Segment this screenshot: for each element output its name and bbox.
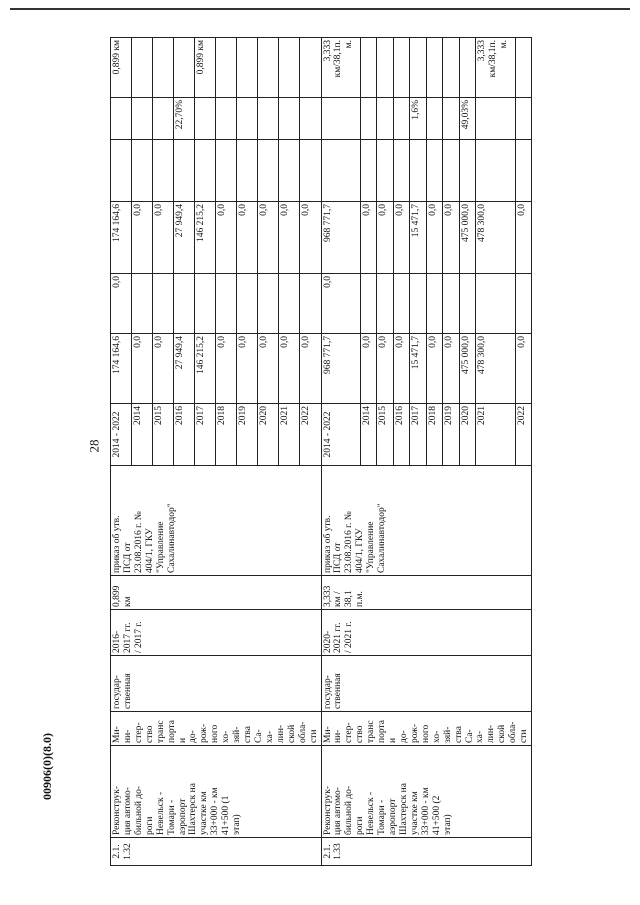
row-number: 2.1. 1.32 — [111, 838, 322, 866]
year-capacity — [279, 38, 300, 98]
year-value: 0,0 — [426, 334, 442, 404]
year-capacity — [426, 38, 442, 98]
empty-cell — [410, 140, 426, 202]
empty-cell — [258, 140, 279, 202]
year-financing: 475 000,0 — [459, 202, 475, 274]
year-percent: 1,6% — [410, 98, 426, 140]
period-total: 2014 - 2022 — [321, 404, 360, 466]
empty-cell — [476, 140, 515, 202]
table-row — [321, 38, 360, 866]
year-capacity — [153, 38, 174, 98]
year-value: 0,0 — [377, 334, 393, 404]
row-number: 2.1. 1.33 — [321, 838, 532, 866]
year-financing: 478 300,0 — [476, 202, 515, 274]
year-cell: 2016 — [174, 404, 195, 466]
year-value: 0,0 — [515, 334, 532, 404]
year-cell: 2016 — [393, 404, 409, 466]
year-cell: 2021 — [476, 404, 515, 466]
year-capacity — [377, 38, 393, 98]
year-value: 0,0 — [237, 334, 258, 404]
year-financing: 0,0 — [237, 202, 258, 274]
empty-cell — [459, 274, 475, 334]
empty-cell — [153, 274, 174, 334]
year-value: 27 949,4 — [174, 334, 195, 404]
year-capacity — [174, 38, 195, 98]
empty-cell — [153, 140, 174, 202]
year-percent — [476, 98, 515, 140]
year-financing: 0,0 — [360, 202, 376, 274]
year-financing: 0,0 — [216, 202, 237, 274]
year-financing: 27 949,4 — [174, 202, 195, 274]
empty-cell — [111, 98, 132, 140]
year-percent — [195, 98, 216, 140]
empty-cell — [174, 140, 195, 202]
year-value: 0,0 — [258, 334, 279, 404]
empty-cell — [237, 274, 258, 334]
year-cell: 2019 — [237, 404, 258, 466]
empty-cell — [377, 140, 393, 202]
empty-cell — [515, 274, 532, 334]
year-cell: 2015 — [153, 404, 174, 466]
empty-cell — [515, 140, 532, 202]
year-percent — [237, 98, 258, 140]
capacity: 0,899 км — [111, 576, 322, 610]
year-value: 0,0 — [216, 334, 237, 404]
empty-cell — [321, 140, 360, 202]
empty-cell — [393, 140, 409, 202]
table-body — [111, 38, 532, 866]
year-value: 146 215,2 — [195, 334, 216, 404]
empty-cell — [279, 140, 300, 202]
total-cost: 968 771,7 — [321, 334, 360, 404]
year-value: 15 471,7 — [410, 334, 426, 404]
project-doc: приказ об утв. ПСД от 23.08.2016 г. № 404/1, ГКУ "Управление Сахалинавтодор" — [321, 466, 532, 576]
year-financing: 15 471,7 — [410, 202, 426, 274]
year-capacity: 0,899 км — [195, 38, 216, 98]
period-total: 2014 - 2022 — [111, 404, 132, 466]
table-row — [111, 38, 132, 866]
year-percent — [426, 98, 442, 140]
year-percent: 49,03% — [459, 98, 475, 140]
year-financing: 0,0 — [132, 202, 153, 274]
capacity-right: 0,899 км — [111, 38, 132, 98]
empty-cell — [321, 98, 360, 140]
empty-cell — [300, 274, 321, 334]
empty-cell — [410, 274, 426, 334]
year-capacity — [459, 38, 475, 98]
year-financing: 0,0 — [279, 202, 300, 274]
year-value: 0,0 — [153, 334, 174, 404]
year-percent — [300, 98, 321, 140]
year-capacity — [300, 38, 321, 98]
year-percent — [258, 98, 279, 140]
year-financing: 0,0 — [515, 202, 532, 274]
year-cell: 2015 — [377, 404, 393, 466]
empty-cell — [195, 140, 216, 202]
year-cell: 2022 — [515, 404, 532, 466]
year-value: 0,0 — [132, 334, 153, 404]
year-financing: 0,0 — [258, 202, 279, 274]
rest-cost: 968 771,7 — [321, 202, 360, 274]
capacity-right: 3,333 км/38,1п. м. — [321, 38, 360, 98]
year-cell: 2017 — [195, 404, 216, 466]
year-cell: 2014 — [132, 404, 153, 466]
customer: Ми- ни- стер- ство транс порта и до- рож- ного хо- зяй- ства Са- ха- лин- ской обла- сти — [111, 712, 322, 746]
empty-cell — [360, 274, 376, 334]
year-cell: 2022 — [300, 404, 321, 466]
empty-cell — [216, 274, 237, 334]
page-number: 28 — [86, 439, 102, 453]
year-financing: 146 215,2 — [195, 202, 216, 274]
year-financing: 0,0 — [153, 202, 174, 274]
empty-cell — [279, 274, 300, 334]
year-financing: 0,0 — [377, 202, 393, 274]
year-value: 475 000,0 — [459, 334, 475, 404]
ownership: государ- ственная — [321, 656, 532, 712]
year-percent — [377, 98, 393, 140]
year-percent — [153, 98, 174, 140]
year-capacity: 3,333 км/38,1п. м. — [476, 38, 515, 98]
empty-cell — [476, 274, 515, 334]
year-financing: 0,0 — [443, 202, 459, 274]
year-cell: 2018 — [426, 404, 442, 466]
investment-table — [110, 37, 532, 866]
year-value: 478 300,0 — [476, 334, 515, 404]
year-percent — [279, 98, 300, 140]
empty-cell — [237, 140, 258, 202]
period: 2016- 2017 гг. / 2017 г. — [111, 610, 322, 656]
total-cost: 174 164,6 — [111, 334, 132, 404]
empty-cell — [258, 274, 279, 334]
year-capacity — [132, 38, 153, 98]
year-cell: 2019 — [443, 404, 459, 466]
empty-cell — [174, 274, 195, 334]
empty-cell — [443, 140, 459, 202]
empty-cell — [426, 140, 442, 202]
year-value: 0,0 — [279, 334, 300, 404]
year-cell: 2020 — [459, 404, 475, 466]
year-capacity — [360, 38, 376, 98]
year-cell: 2018 — [216, 404, 237, 466]
rotated-table-container — [110, 6, 580, 866]
empty-cell — [216, 140, 237, 202]
year-percent — [443, 98, 459, 140]
year-capacity — [216, 38, 237, 98]
year-financing: 0,0 — [426, 202, 442, 274]
year-cell: 2014 — [360, 404, 376, 466]
footer-code: 00906(0)(8.0) — [40, 733, 54, 800]
year-value: 0,0 — [443, 334, 459, 404]
year-percent — [393, 98, 409, 140]
empty-cell — [132, 274, 153, 334]
done-cost: 0,0 — [321, 274, 360, 334]
year-capacity — [237, 38, 258, 98]
year-financing: 0,0 — [300, 202, 321, 274]
year-capacity — [258, 38, 279, 98]
empty-cell — [300, 140, 321, 202]
rest-cost: 174 164,6 — [111, 202, 132, 274]
year-percent — [216, 98, 237, 140]
year-percent — [360, 98, 376, 140]
empty-cell — [459, 140, 475, 202]
year-percent: 22,70% — [174, 98, 195, 140]
year-cell: 2021 — [279, 404, 300, 466]
capacity: 3,333 км / 38,1 п.м. — [321, 576, 532, 610]
period: 2020- 2021 гг. / 2021 г. — [321, 610, 532, 656]
empty-cell — [360, 140, 376, 202]
year-cell: 2017 — [410, 404, 426, 466]
year-capacity — [410, 38, 426, 98]
empty-cell — [443, 274, 459, 334]
object-name: Реконструк- ция автомо- бильной до- роги Невельск - Томари - аэропорт Шахтерск на участке км 33+000 - км 41+500 (1 этап) — [111, 746, 322, 838]
year-percent — [132, 98, 153, 140]
year-cell: 2020 — [258, 404, 279, 466]
year-value: 0,0 — [393, 334, 409, 404]
year-percent — [515, 98, 532, 140]
done-cost: 0,0 — [111, 274, 132, 334]
ownership: государ- ственная — [111, 656, 322, 712]
year-capacity — [393, 38, 409, 98]
year-capacity — [443, 38, 459, 98]
empty-cell — [111, 140, 132, 202]
empty-cell — [195, 274, 216, 334]
year-value: 0,0 — [300, 334, 321, 404]
empty-cell — [377, 274, 393, 334]
empty-cell — [132, 140, 153, 202]
year-value: 0,0 — [360, 334, 376, 404]
empty-cell — [393, 274, 409, 334]
object-name: Реконструк- ция автомо- бильной до- роги Невельск - Томари - аэропорт Шахтерск на участке км 33+000 - км 41+500 (2 этап) — [321, 746, 532, 838]
year-financing: 0,0 — [393, 202, 409, 274]
customer: Ми- ни- стер- ство транс порта и до- рож- ного хо- зяй- ства Са- ха- лин- ской обла- сти — [321, 712, 532, 746]
empty-cell — [426, 274, 442, 334]
year-capacity — [515, 38, 532, 98]
project-doc: приказ об утв. ПСД от 23.08.2016 г. № 404/1, ГКУ "Управление Сахалинавтодор" — [111, 466, 322, 576]
